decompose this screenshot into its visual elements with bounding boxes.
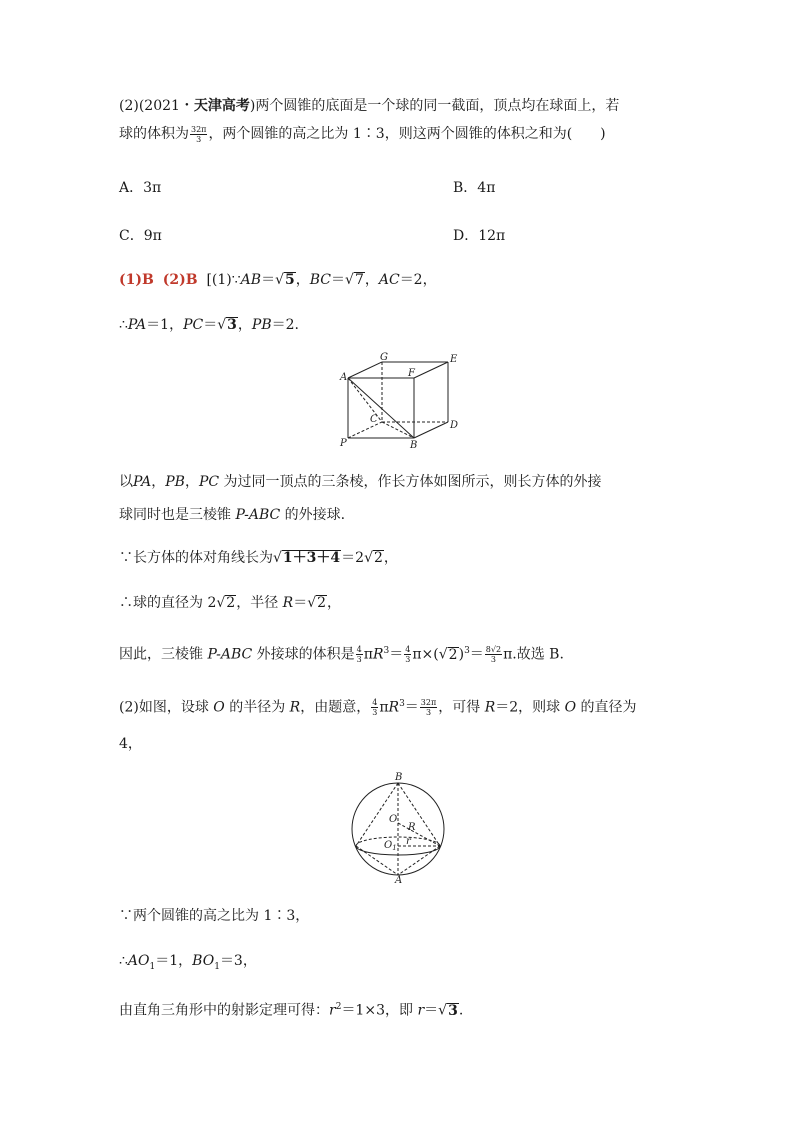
sqrt-diag: 1＋3＋4 bbox=[282, 550, 341, 566]
problem-source: 天津高考 bbox=[193, 98, 250, 114]
part2-line-2: 4， bbox=[119, 736, 142, 752]
label-g: G bbox=[380, 352, 388, 363]
edge-cb bbox=[382, 422, 414, 438]
label-f: F bbox=[408, 368, 415, 379]
cone-top-right bbox=[398, 783, 440, 846]
label-b: B bbox=[410, 440, 418, 450]
label-b: B bbox=[395, 772, 403, 783]
option-c: C．9π bbox=[119, 228, 162, 244]
volume-fraction: $\frac{32\pi}{3}$ bbox=[191, 124, 207, 144]
explain-line-3: ∵长方体的体对角线长为√1＋3＋4＝2√2， bbox=[119, 550, 398, 566]
explain-line-4: ∴球的直径为 2√2，半径 R＝√2， bbox=[119, 595, 342, 611]
option-b: B．4π bbox=[453, 180, 496, 196]
answer-2: (2)B bbox=[162, 272, 198, 288]
tail-line-2: $\therefore AO_1=1$，$BO_1=3$， bbox=[119, 953, 257, 972]
label-o1: $O_1$ bbox=[384, 840, 397, 852]
label-c: C bbox=[370, 414, 378, 425]
edge-fe bbox=[414, 362, 448, 378]
answer-line-1: (1)B (2)B [(1)∵AB＝√5，BC＝√7，AC＝2， bbox=[119, 272, 437, 288]
explain-line-2: 球同时也是三棱锥 P-ABC 的外接球. bbox=[119, 507, 346, 523]
edge-ag bbox=[348, 362, 382, 378]
edge-bd bbox=[414, 422, 448, 438]
sphere-figure bbox=[346, 768, 450, 884]
problem-text-2a: 球的体积为 bbox=[119, 126, 189, 142]
tail-line-1: ∵两个圆锥的高之比为 1∶3， bbox=[119, 908, 310, 924]
label-p: P bbox=[340, 438, 347, 449]
problem-line-1 bbox=[119, 96, 619, 116]
tail-line-3: 由直角三角形中的射影定理可得：$r^2=1\times 3$，即 r＝√3. bbox=[119, 1002, 464, 1019]
label-d: D bbox=[450, 420, 459, 431]
label-r-small: r bbox=[406, 836, 411, 847]
label-a: A bbox=[340, 372, 348, 383]
cuboid-figure bbox=[330, 350, 470, 450]
problem-text-1: )两个圆锥的底面是一个球的同一截面，顶点均在球面上，若 bbox=[249, 98, 620, 114]
part2-line-1: (2)如图，设球 O 的半径为 R，由题意， $\frac{4}{3}$ $\pi R^3=$ $\frac{32\pi}{3}$ ，可得 R＝2，则球 O 的直径为 bbox=[119, 698, 637, 718]
problem-lead: (2)(2021・ bbox=[119, 98, 194, 114]
radius-line bbox=[398, 823, 440, 846]
option-d: D．12π bbox=[453, 228, 506, 244]
label-o: O bbox=[389, 814, 398, 825]
cone-bottom-right bbox=[398, 846, 440, 875]
edge-ab bbox=[348, 378, 414, 438]
label-e: E bbox=[450, 354, 458, 365]
answer-1: (1)B bbox=[119, 272, 154, 288]
problem-line-2 bbox=[119, 124, 606, 144]
sqrt-7: 7 bbox=[354, 272, 364, 288]
answer-line-2: ∴PA＝1，PC＝√3，PB＝2. bbox=[119, 317, 299, 333]
label-r-big: R bbox=[408, 822, 416, 833]
explain-line-5: 因此，三棱锥 P-ABC 外接球的体积是 $\frac{4}{3}$ $\pi R^3=$ $\frac{4}{3}$ $\pi\times(√2)^3=$ $\frac{8√2}{3}$ π.故选 B. bbox=[119, 645, 564, 665]
option-a: A．3π bbox=[119, 180, 162, 196]
label-a: A bbox=[395, 875, 403, 884]
sqrt-5: 5 bbox=[285, 272, 295, 288]
explain-line-1: 以PA，PB，PC 为过同一顶点的三条棱，作长方体如图所示，则长方体的外接 bbox=[119, 474, 602, 490]
problem-text-2b: ，两个圆锥的高之比为 1∶3，则这两个圆锥的体积之和为( ) bbox=[208, 126, 606, 142]
sqrt-3: 3 bbox=[227, 317, 237, 333]
